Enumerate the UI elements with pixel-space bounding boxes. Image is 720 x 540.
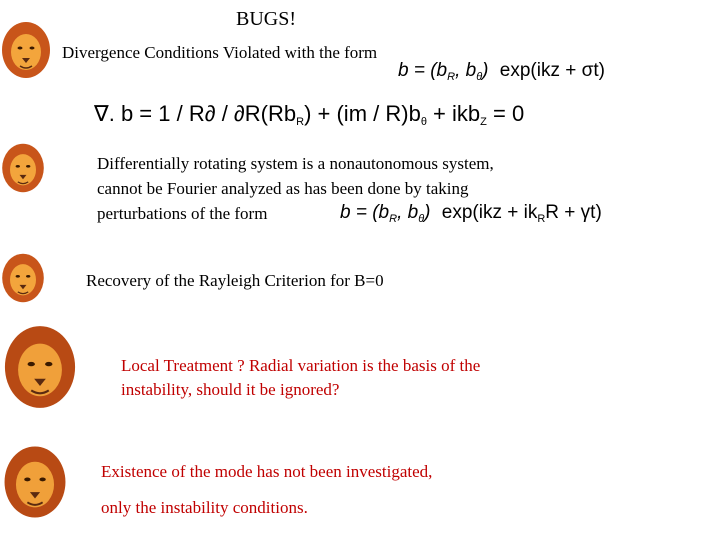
lion-head-icon: [0, 20, 52, 80]
existence-text-line2: only the instability conditions.: [101, 498, 308, 517]
lion-head-icon: [0, 142, 46, 194]
perturbation-equation-1: $b = (b_R$, $b_\theta$) exp(ikz + σt): [398, 60, 605, 83]
rayleigh-text: Recovery of the Rayleigh Criterion for B=0: [86, 271, 384, 290]
lion-head-icon: [2, 442, 68, 522]
existence-text-line1: Existence of the mode has not been investigated,: [101, 462, 433, 481]
nonautonomous-paragraph: Differentially rotating system is a nonautonomous system, cannot be Fourier analyzed as has been done by taking perturbations of the form: [97, 154, 494, 223]
divergence-text: Divergence Conditions Violated with the form: [62, 43, 378, 62]
divergence-equation: ∇. $b = 1 / R\partial / \partial R(Rb_R) + (im / R)b_\theta + ikb_Z = 0$: [94, 101, 525, 128]
perturbation-equation-2: $b = (b_R$, $b_\theta$) $\exp(ikz + ik_RR + \gamma t)$: [340, 202, 602, 225]
lion-head-icon: [2, 322, 78, 412]
local-treatment-text: Local Treatment ? Radial variation is the basis of the instability, should it be ignored?: [121, 356, 481, 399]
slide-title: BUGS!: [236, 8, 297, 30]
lion-head-icon: [0, 252, 46, 304]
